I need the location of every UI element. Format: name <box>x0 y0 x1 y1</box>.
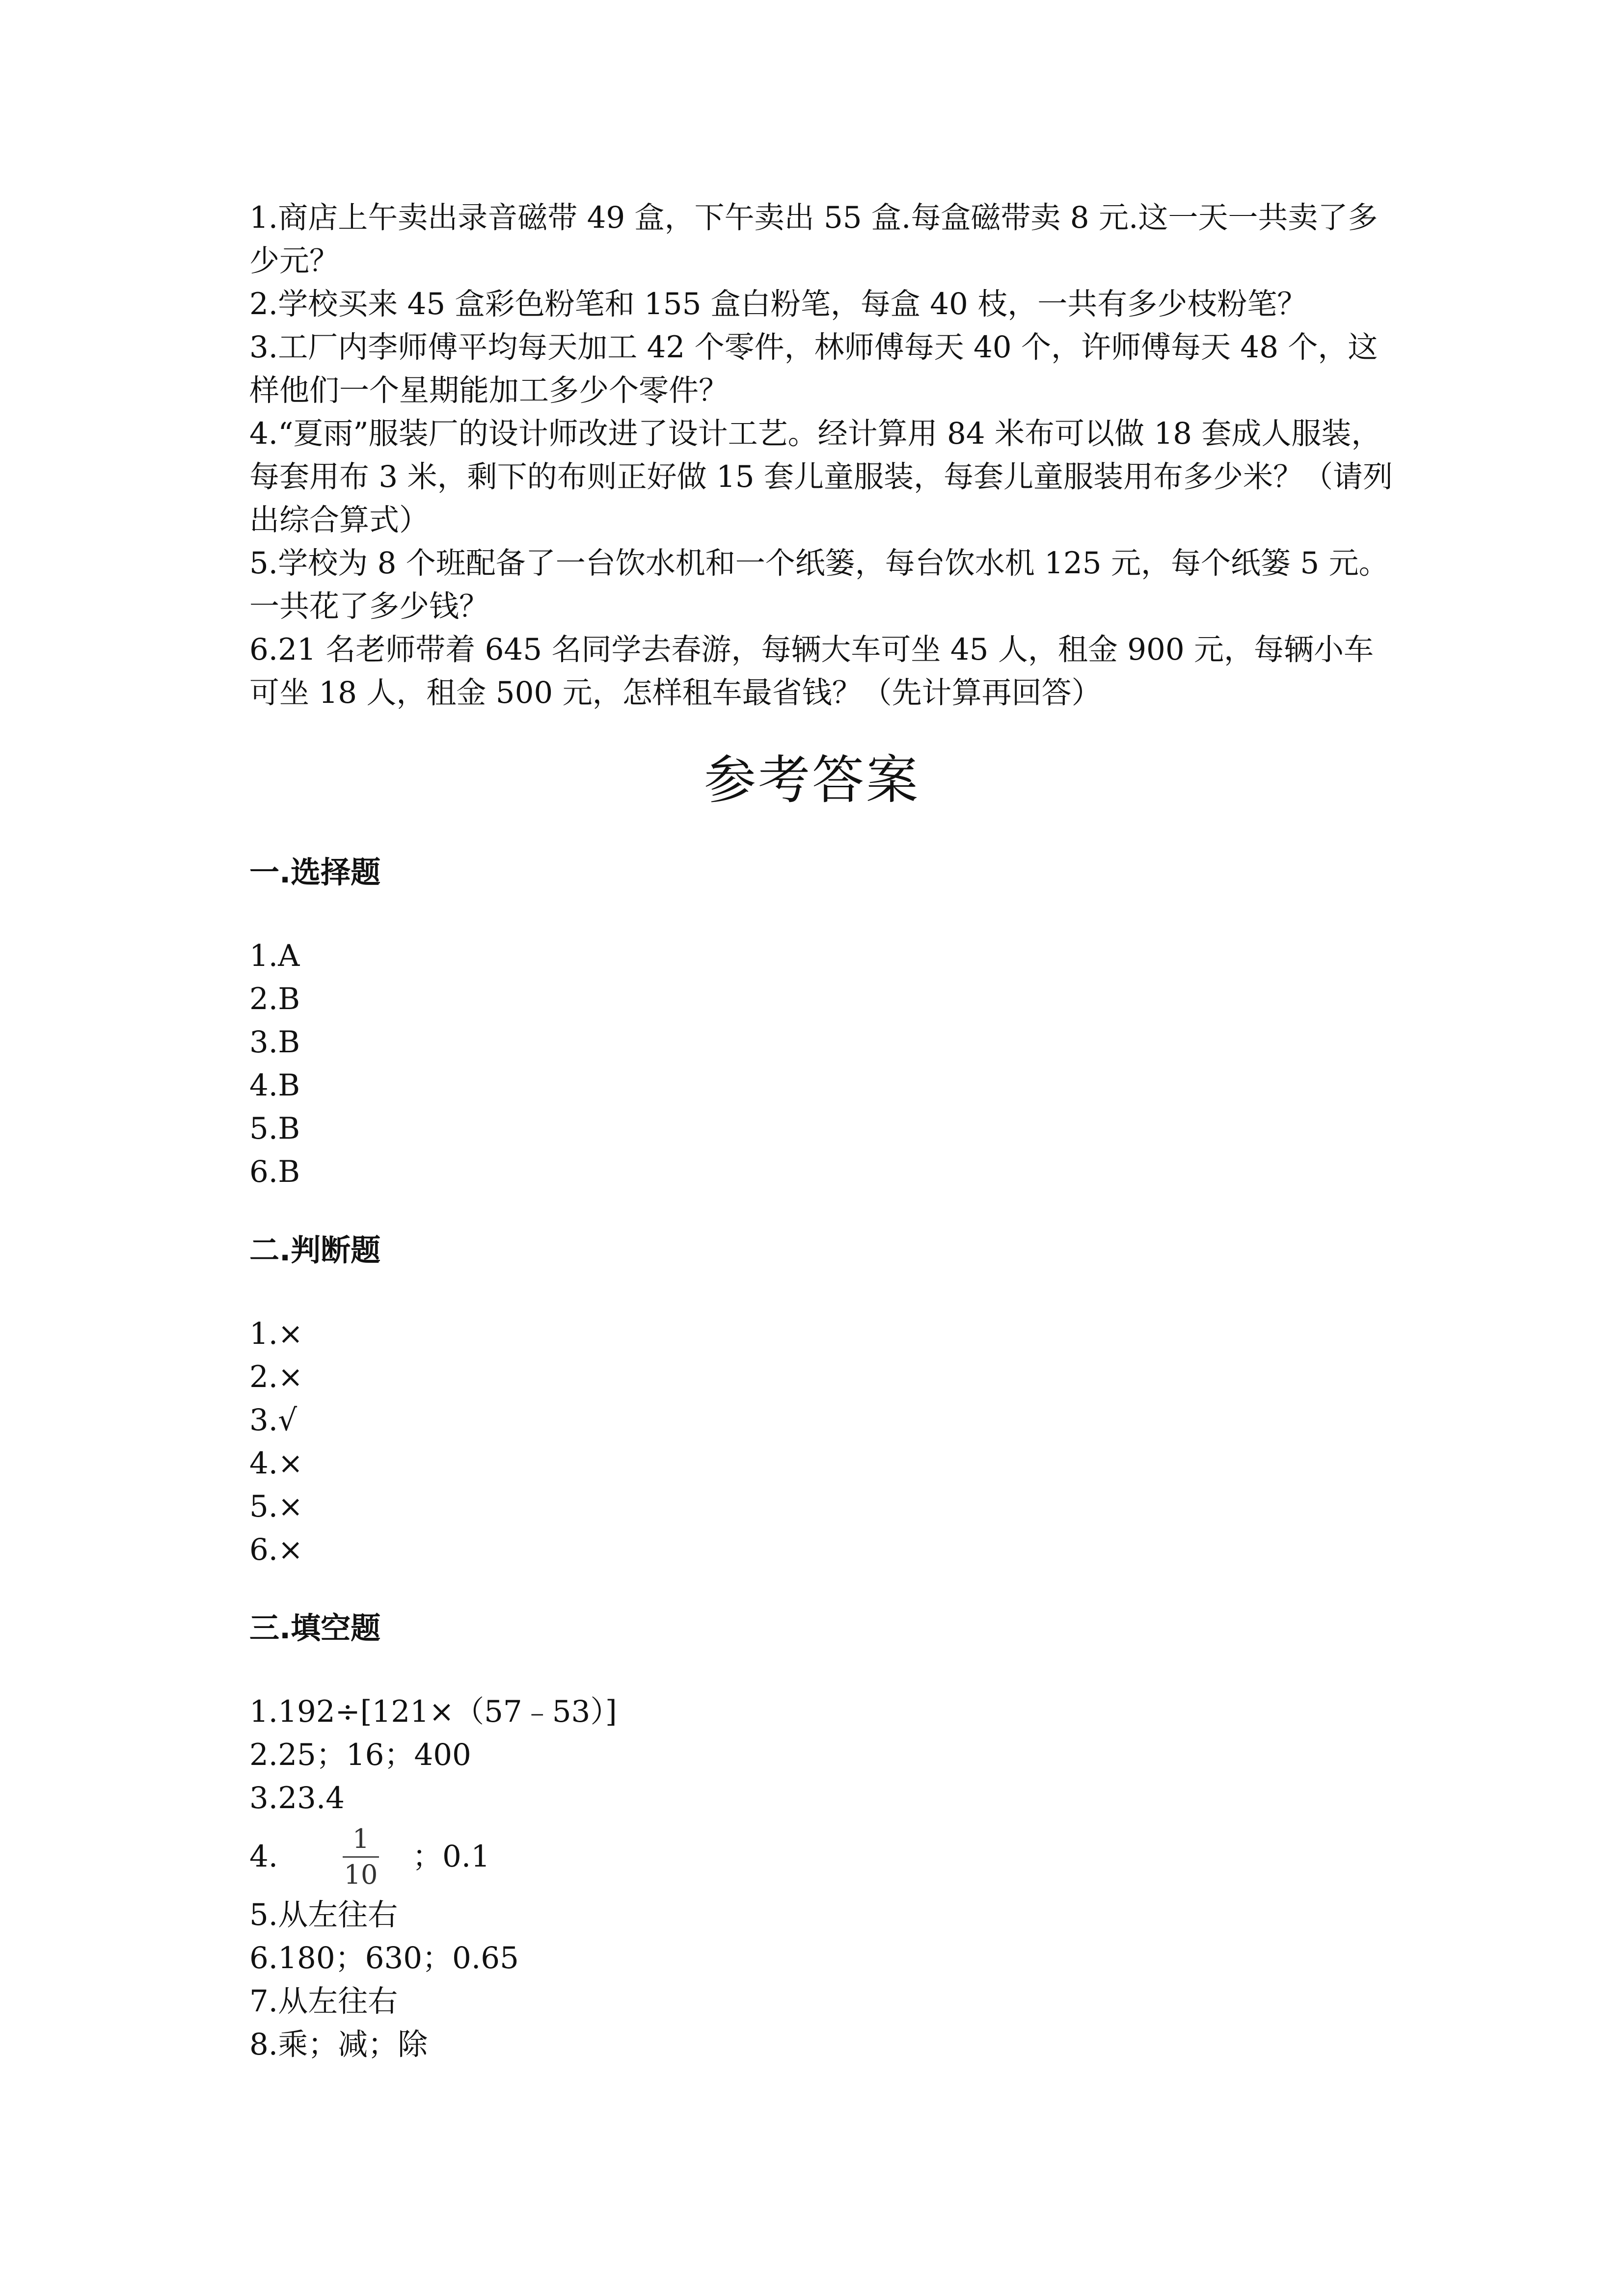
answer-number: 4. <box>249 1839 278 1874</box>
fill-answer-list <box>249 1690 617 2066</box>
fraction-numerator: 1 <box>352 1823 370 1854</box>
answer-item: 3.23.4 <box>249 1781 345 1815</box>
problem-item: 4.“夏雨”服装厂的设计师改进了设计工艺。经计算用 84 米布可以做 18 套成人服装，每套用布 3 米，剩下的布则正好做 15 套儿童服装，每套儿童服装用布多少米？（请列出综合算式） <box>249 416 1393 537</box>
answer-item: 4.B <box>249 1068 300 1103</box>
answer-item: 8.乘；减；除 <box>249 2027 428 2062</box>
answer-item: 4.× <box>249 1446 303 1481</box>
answer-item: 5.× <box>249 1489 303 1524</box>
problem-item: 6.21 名老师带着 645 名同学去春游，每辆大车可坐 45 人，租金 900 元，每辆小车可坐 18 人，租金 500 元，怎样租车最省钱？（先计算再回答） <box>249 632 1374 710</box>
answer-item: 6.B <box>249 1154 300 1189</box>
answer-item: 7.从左往右 <box>249 1984 398 2019</box>
fraction <box>339 1825 383 1889</box>
problem-item: 5.学校为 8 个班配备了一台饮水机和一个纸篓，每台饮水机 125 元，每个纸篓 5 元。一共花了多少钱？ <box>249 546 1389 624</box>
answer-item: 1.× <box>249 1316 303 1351</box>
answer-item: 2.25；16；400 <box>249 1737 471 1772</box>
fraction-denominator: 10 <box>344 1859 378 1890</box>
answer-item: 3.√ <box>249 1403 298 1438</box>
problem-item: 3.工厂内李师傅平均每天加工 42 个零件，林师傅每天 40 个，许师傅每天 48 个，这样他们一个星期能加工多少个零件？ <box>249 330 1378 408</box>
answer-item: 5.B <box>249 1111 300 1146</box>
fraction-bar <box>343 1856 379 1858</box>
problem-item: 2.学校买来 45 盒彩色粉笔和 155 盒白粉笔，每盒 40 枝，一共有多少枝粉笔？ <box>249 287 1307 321</box>
answer-item: 1.A <box>249 938 300 973</box>
answer-suffix: ；0.1 <box>412 1839 490 1874</box>
problem-item: 1.商店上午卖出录音磁带 49 盒，下午卖出 55 盒.每盒磁带卖 8 元.这一天一共卖了多少元？ <box>249 200 1378 278</box>
answer-item: 1.192÷[121×（57﹣53）] <box>249 1694 617 1729</box>
answer-item: 3.B <box>249 1025 300 1060</box>
problem-list <box>249 196 1403 715</box>
answer-item-fraction <box>249 1820 617 1894</box>
answer-key-title: 参考答案 <box>704 750 920 810</box>
section-heading-fill: 三.填空题 <box>249 1611 381 1646</box>
section-heading-choice: 一.选择题 <box>249 855 381 890</box>
choice-answer-list <box>249 934 300 1194</box>
answer-item: 2.B <box>249 982 300 1016</box>
answer-item: 2.× <box>249 1360 303 1394</box>
answer-item: 6.× <box>249 1532 303 1567</box>
answer-item: 5.从左往右 <box>249 1897 398 1932</box>
judge-answer-list <box>249 1312 303 1572</box>
answer-item: 6.180；630；0.65 <box>249 1941 519 1976</box>
section-heading-judge: 二.判断题 <box>249 1233 381 1268</box>
